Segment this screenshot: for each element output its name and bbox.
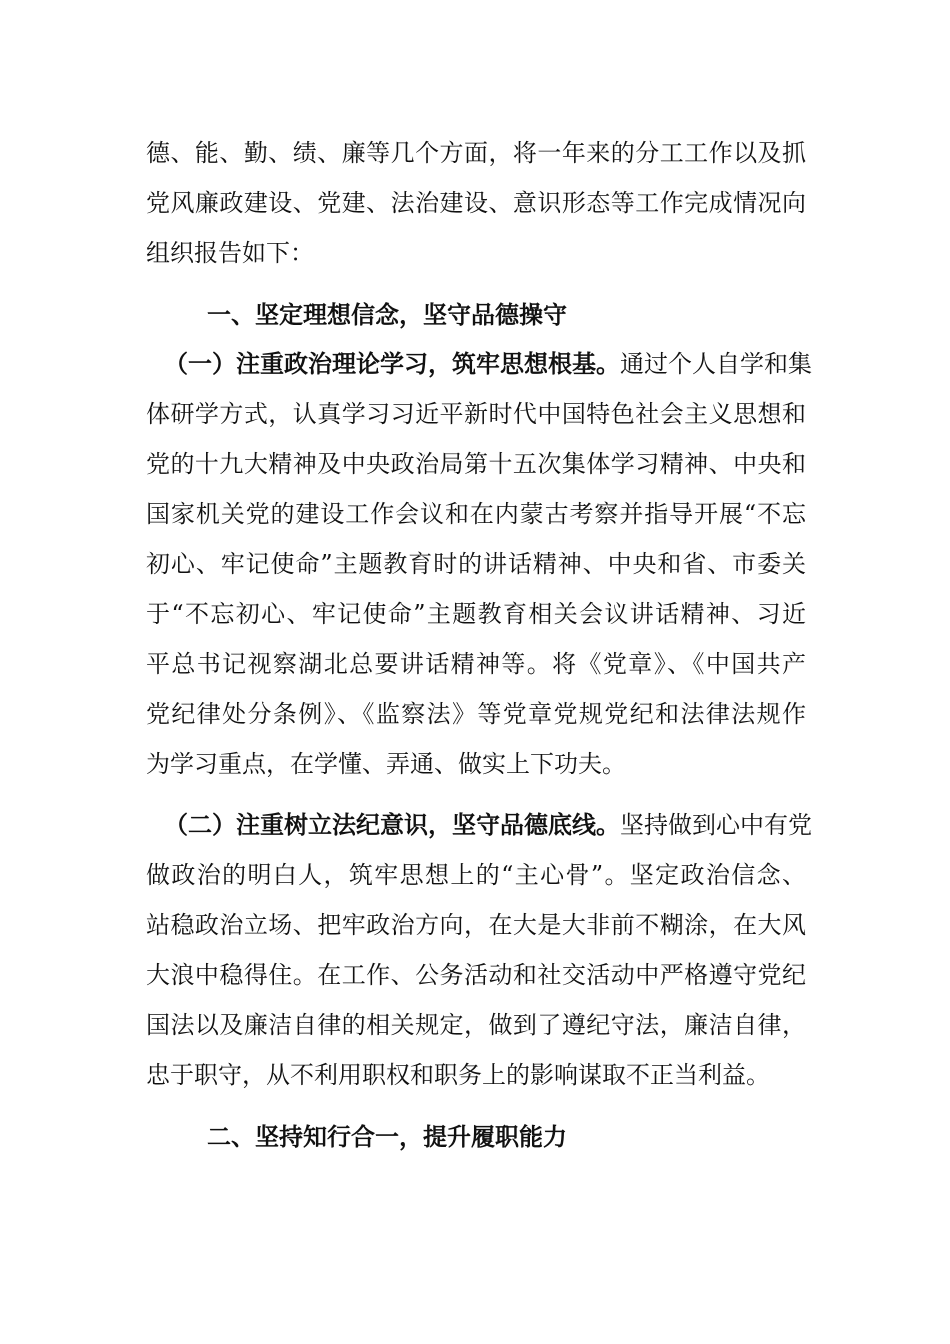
sub1-line-3: 党的十九大精神及中央政治局第十五次集体学习精神、中央和 <box>146 450 806 478</box>
sub1-lead: （一）注重政治理论学习，筑牢思想根基。 <box>164 349 620 378</box>
sub1-line-6: 于“不忘初心、牢记使命”主题教育相关会议讲话精神、习近 <box>146 600 806 628</box>
section-heading-2: 二、坚持知行合一，提升履职能力 <box>207 1122 567 1151</box>
sub2-line-6: 忠于职守，从不利用职权和职务上的影响谋取不正当利益。 <box>146 1061 770 1089</box>
section-heading-1: 一、坚定理想信念，坚守品德操守 <box>207 300 567 329</box>
sub2-line-2: 做政治的明白人，筑牢思想上的“主心骨”。坚定政治信念、 <box>146 861 806 889</box>
sub2-first-line-rest: 坚持做到心中有党 <box>620 811 812 839</box>
sub1-line-5: 初心、牢记使命”主题教育时的讲话精神、中央和省、市委关 <box>146 550 806 578</box>
sub2-first-line <box>164 810 812 840</box>
intro-line-2: 党风廉政建设、党建、法治建设、意识形态等工作完成情况向 <box>146 189 806 217</box>
sub2-line-3: 站稳政治立场、把牢政治方向，在大是大非前不糊涂，在大风 <box>146 911 806 939</box>
sub2-line-5: 国法以及廉洁自律的相关规定，做到了遵纪守法，廉洁自律， <box>146 1011 806 1039</box>
intro-line-3: 组织报告如下： <box>146 239 314 267</box>
sub2-line-4: 大浪中稳得住。在工作、公务活动和社交活动中严格遵守党纪 <box>146 961 806 989</box>
sub1-line-9: 为学习重点，在学懂、弄通、做实上下功夫。 <box>146 750 626 778</box>
sub1-line-4: 国家机关党的建设工作会议和在内蒙古考察并指导开展“不忘 <box>146 500 806 528</box>
sub2-lead: （二）注重树立法纪意识，坚守品德底线。 <box>164 810 620 839</box>
sub1-line-2: 体研学方式，认真学习习近平新时代中国特色社会主义思想和 <box>146 400 806 428</box>
intro-line-1: 德、能、勤、绩、廉等几个方面，将一年来的分工工作以及抓 <box>146 139 806 167</box>
sub1-first-line <box>164 349 812 379</box>
sub1-line-7: 平总书记视察湖北总要讲话精神等。将《党章》、《中国共产 <box>146 650 806 678</box>
sub1-first-line-rest: 通过个人自学和集 <box>620 350 812 378</box>
sub1-line-8: 党纪律处分条例》、《监察法》等党章党规党纪和法律法规作 <box>146 700 806 728</box>
